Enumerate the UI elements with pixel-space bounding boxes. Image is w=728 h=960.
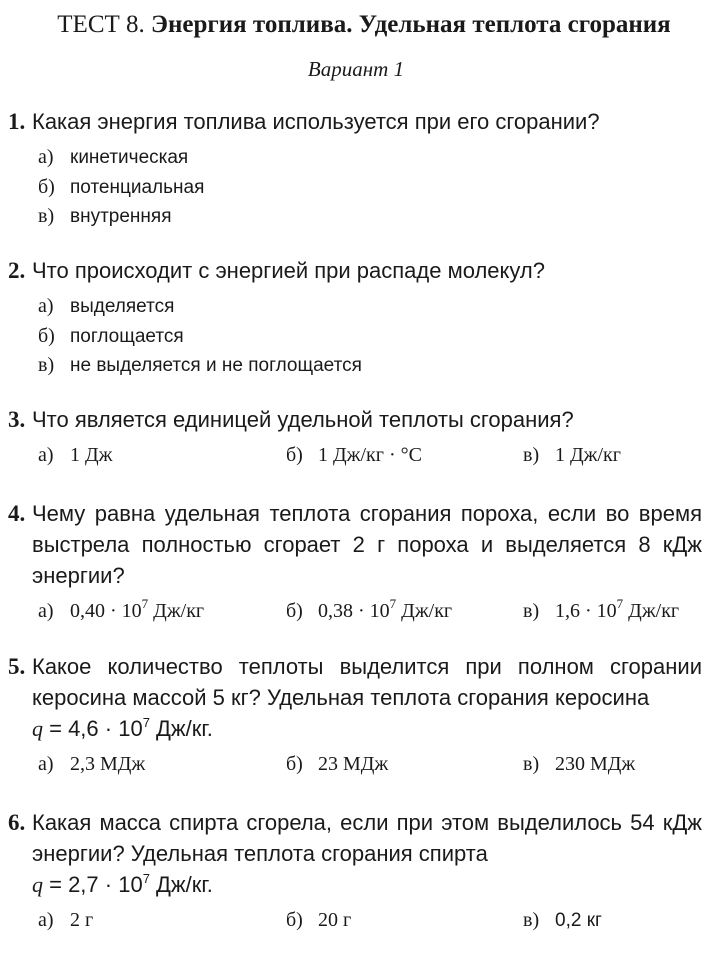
formula-variable: q (32, 872, 43, 897)
question-5 (8, 651, 702, 780)
answer-options (8, 750, 702, 780)
question-2 (8, 255, 702, 381)
option-value: 0,38 · 10 (318, 600, 390, 622)
question-number: 3. (8, 407, 26, 432)
option-text: поглощается (70, 325, 184, 347)
option-text: 230 МДж (555, 753, 636, 775)
answer-option[interactable] (523, 441, 621, 470)
answer-options (8, 441, 702, 471)
answer-option[interactable] (38, 292, 702, 322)
answer-options (8, 597, 702, 627)
answer-option[interactable] (38, 202, 702, 232)
answer-option[interactable] (38, 351, 702, 381)
answer-option[interactable] (523, 597, 679, 626)
question-text: 1. Какая энергия топлива используется при его сгорании? (8, 106, 702, 137)
answer-option[interactable] (38, 597, 204, 626)
question-number: 5. (8, 654, 26, 679)
option-text: 23 МДж (318, 753, 389, 775)
option-text: кинетическая (70, 147, 189, 168)
option-text: 0,2 кг (555, 910, 602, 931)
option-label: в) (523, 600, 540, 622)
answer-option[interactable] (523, 750, 635, 779)
question-text: 4. Чему равна удельная теплота сгорания пороха, если во время выстрела полностью сгорает 2 г пороха и выделяется 8 кДж энергии? (8, 498, 702, 591)
answer-option[interactable] (286, 441, 422, 470)
question-number: 2. (8, 258, 26, 283)
option-label: а) (38, 295, 54, 317)
question-6 (8, 807, 702, 936)
answer-option[interactable] (38, 750, 145, 779)
question-3 (8, 404, 702, 471)
option-label: а) (38, 146, 54, 168)
question-text: 2. Что происходит с энергией при распаде молекул? (8, 255, 702, 286)
question-text: 6. Какая масса спирта сгорела, если при этом выделилось 54 кДж энергии? Удельная теплота сгорания спирта $q = 2,7 \cdot 10^7$ Дж/кг. (8, 807, 702, 900)
option-label: б) (38, 324, 55, 347)
answer-option[interactable] (38, 322, 702, 352)
option-text: не выделяется и не поглощается (70, 355, 362, 376)
formula-unit: Дж/кг. (149, 716, 213, 741)
option-label: в) (523, 909, 540, 931)
option-label: в) (38, 205, 55, 227)
answer-options (8, 906, 702, 936)
option-label: б) (286, 753, 303, 775)
option-value: 1,6 · 10 (555, 600, 617, 622)
test-label: ТЕСТ 8. (57, 11, 145, 38)
formula-variable: q (32, 716, 43, 741)
formula-value: = 2,7 · 10 (43, 872, 143, 897)
answer-option[interactable] (286, 906, 351, 935)
exponent: 7 (389, 596, 397, 612)
question-text: 3. Что является единицей удельной теплоты сгорания? (8, 404, 702, 435)
option-label: в) (38, 354, 55, 376)
exponent: 7 (142, 870, 150, 886)
option-label: б) (286, 444, 303, 466)
page-title (0, 10, 728, 40)
option-text: внутренняя (70, 206, 172, 227)
option-label: а) (38, 444, 54, 466)
option-value: 0,40 · 10 (70, 600, 142, 622)
option-label: в) (523, 444, 540, 466)
option-label: в) (523, 753, 540, 775)
answer-option[interactable] (38, 173, 702, 203)
question-number: 4. (8, 501, 26, 526)
exponent: 7 (142, 714, 150, 730)
option-text: 20 г (318, 909, 352, 931)
answer-option[interactable] (286, 597, 452, 626)
option-text: 2 г (70, 909, 94, 931)
option-text: потенциальная (70, 176, 205, 198)
answer-option[interactable] (286, 750, 388, 779)
exponent: 7 (616, 596, 624, 612)
option-text: 1 Дж/кг · °С (318, 444, 422, 466)
question-number: 6. (8, 810, 26, 835)
answer-option[interactable] (523, 906, 602, 936)
question-number: 1. (8, 109, 26, 134)
option-text: 1 Дж (70, 444, 113, 466)
option-text: 1 Дж/кг (555, 444, 621, 466)
option-label: а) (38, 753, 54, 775)
formula-unit: Дж/кг. (149, 872, 213, 897)
question-1 (8, 106, 702, 232)
question-text: 5. Какое количество теплоты выделится при полном сгорании керосина массой 5 кг? Удельная теплота сгорания керосина $q = 4,6 \cdot 10^7$ Дж/кг. (8, 651, 702, 744)
answer-options (8, 292, 702, 381)
option-unit: Дж/кг (148, 600, 205, 622)
option-text: 2,3 МДж (70, 753, 146, 775)
formula-value: = 4,6 · 10 (43, 716, 143, 741)
answer-option[interactable] (38, 143, 702, 173)
option-label: а) (38, 600, 54, 622)
variant-label: Вариант 1 (307, 57, 405, 81)
test-title: Энергия топлива. Удельная теплота сгорания (151, 11, 671, 38)
option-text: выделяется (70, 296, 175, 317)
option-label: б) (38, 175, 55, 198)
option-label: б) (286, 600, 303, 622)
answer-option[interactable] (38, 906, 93, 935)
option-unit: Дж/кг (623, 600, 680, 622)
question-4 (8, 498, 702, 627)
answer-options (8, 143, 702, 232)
option-label: а) (38, 909, 54, 931)
exponent: 7 (141, 596, 149, 612)
option-unit: Дж/кг (396, 600, 453, 622)
answer-option[interactable] (38, 441, 112, 470)
option-label: б) (286, 909, 303, 931)
